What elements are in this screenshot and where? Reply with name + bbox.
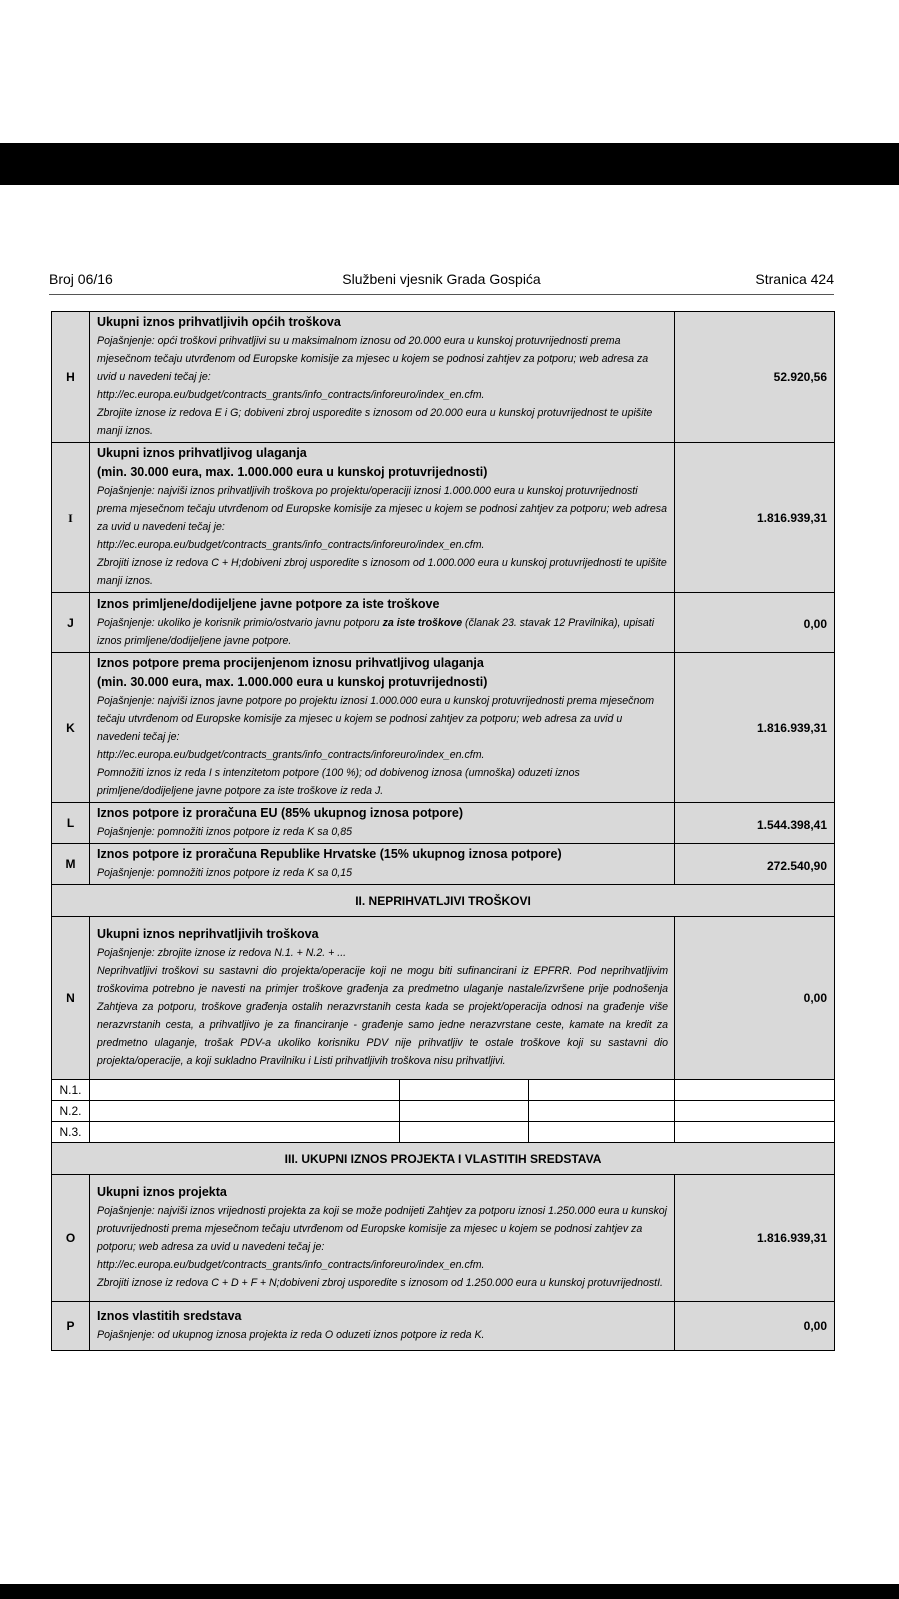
input-cell[interactable]	[529, 1080, 675, 1101]
row-k	[52, 653, 835, 803]
input-cell[interactable]	[675, 1101, 835, 1122]
row-code: O	[52, 1175, 90, 1302]
input-cell[interactable]	[400, 1101, 529, 1122]
row-title: Iznos potpore iz proračuna Republike Hrvatske (15% ukupnog iznosa potpore)	[97, 847, 562, 861]
row-title: Iznos vlastitih sredstava	[97, 1309, 242, 1323]
section-row	[52, 1143, 835, 1175]
row-value: 1.816.939,31	[675, 653, 835, 803]
page-number: Stranica 424	[755, 271, 834, 287]
row-note: Pojašnjenje: ukoliko je korisnik primio/ostvario javnu potporu za iste troškove (članak 23. stavak 12 Pravilnika), upisati iznos primljene/dodijeljene javne potpore.	[97, 616, 655, 647]
row-code: J	[52, 593, 90, 653]
row-note: Pojašnjenje: najviši iznos prihvatljivih troškova po projektu/operaciji iznosi 1.000.000 eura u kunskoj protuvrijednosti prema mjesečnom tečaju utvrđenom od Europske komisije za mjesec u kojem se podnosi zahtjev za potporu; web adresa za uvid u navedeni tečaj je:	[97, 485, 667, 533]
row-description	[90, 1175, 675, 1302]
row-note-link: http://ec.europa.eu/budget/contracts_grants/info_contracts/inforeuro/index_en.cfm.	[97, 749, 485, 761]
row-title: Ukupni iznos neprihvatljivih troškova	[97, 927, 319, 941]
input-cell[interactable]	[90, 1122, 400, 1143]
row-description	[90, 844, 675, 885]
row-code: N.2.	[52, 1101, 90, 1122]
publication-title: Službeni vjesnik Grada Gospića	[342, 271, 541, 287]
row-value: 0,00	[675, 1302, 835, 1351]
page-header	[49, 268, 834, 295]
row-note: Pojašnjenje: pomnožiti iznos potpore iz reda K sa 0,15	[97, 867, 352, 879]
top-black-bar	[0, 143, 899, 185]
input-cell[interactable]	[400, 1122, 529, 1143]
row-note: Pojašnjenje: od ukupnog iznosa projekta iz reda O oduzeti iznos potpore iz reda K.	[97, 1329, 485, 1341]
input-cell[interactable]	[400, 1080, 529, 1101]
row-code: H	[52, 312, 90, 443]
row-value: 272.540,90	[675, 844, 835, 885]
row-note: Pojašnjenje: pomnožiti iznos potpore iz reda K sa 0,85	[97, 826, 352, 838]
row-note: Pojašnjenje: opći troškovi prihvatljivi su u maksimalnom iznosu od 20.000 eura u kunskoj protuvrijednosti prema mjesečnom tečaju utvrđenom od Europske komisije za mjesec u kojem se podnosi zahtjev za potporu; web adresa za uvid u navedeni tečaj je:	[97, 335, 649, 383]
row-code: M	[52, 844, 90, 885]
row-description	[90, 803, 675, 844]
input-cell[interactable]	[529, 1101, 675, 1122]
row-i	[52, 443, 835, 593]
row-o	[52, 1175, 835, 1302]
row-title: Ukupni iznos prihvatljivih općih troškova	[97, 315, 341, 329]
row-note-link: http://ec.europa.eu/budget/contracts_grants/info_contracts/inforeuro/index_en.cfm.	[97, 389, 485, 401]
row-description	[90, 653, 675, 803]
section-heading: II. NEPRIHVATLJIVI TROŠKOVI	[52, 885, 835, 917]
row-code: I	[52, 443, 90, 593]
row-j	[52, 593, 835, 653]
row-code: N.1.	[52, 1080, 90, 1101]
row-h	[52, 312, 835, 443]
row-title: Ukupni iznos projekta	[97, 1185, 227, 1199]
input-cell[interactable]	[90, 1080, 400, 1101]
row-value: 0,00	[675, 917, 835, 1080]
input-cell[interactable]	[675, 1080, 835, 1101]
row-note-link: http://ec.europa.eu/budget/contracts_grants/info_contracts/inforeuro/index_en.cfm.	[97, 539, 485, 551]
row-m	[52, 844, 835, 885]
row-title: Iznos primljene/dodijeljene javne potpore za iste troškove	[97, 596, 440, 611]
row-value: 52.920,56	[675, 312, 835, 443]
row-code: P	[52, 1302, 90, 1351]
row-note: Pomnožiti iznos iz reda I s intenzitetom potpore (100 %); od dobivenog iznosa (umnoška) oduzeti iznos primljene/dodijeljene javne potpore za iste troškove iz reda J.	[97, 767, 580, 797]
row-code: N	[52, 917, 90, 1080]
table-row-n1	[52, 1080, 835, 1101]
row-description	[90, 593, 675, 653]
row-note: Pojašnjenje: najviši iznos vrijednosti projekta za koji se može podnijeti Zahtjev za potporu iznosi 1.250.000 eura u kunskoj protuvrijednosti prema mjesečnom tečaju utvrđenom od Europske komisije za mjesec u kojem se podnosi zahtjev za potporu; web adresa za uvid u navedeni tečaj je:	[97, 1205, 668, 1253]
emphasis-text: za iste troškove	[382, 616, 463, 629]
row-description	[90, 312, 675, 443]
row-subtitle: (min. 30.000 eura, max. 1.000.000 eura u kunskoj protuvrijednosti)	[97, 465, 488, 479]
row-description	[90, 917, 675, 1080]
row-p	[52, 1302, 835, 1351]
table-row-n3	[52, 1122, 835, 1143]
input-cell[interactable]	[529, 1122, 675, 1143]
issue-number: Broj 06/16	[49, 271, 113, 287]
row-description	[90, 443, 675, 593]
row-title: Iznos potpore prema procijenjenom iznosu prihvatljivog ulaganja	[97, 656, 484, 670]
row-note-link: http://ec.europa.eu/budget/contracts_grants/info_contracts/inforeuro/index_en.cfm.	[97, 1259, 485, 1271]
row-value: 0,00	[675, 593, 835, 653]
row-value: 1.816.939,31	[675, 1175, 835, 1302]
row-l	[52, 803, 835, 844]
input-cell[interactable]	[90, 1101, 400, 1122]
row-n	[52, 917, 835, 1080]
table-row-n2	[52, 1101, 835, 1122]
row-description	[90, 1302, 675, 1351]
bottom-black-bar	[0, 1584, 899, 1599]
row-code: L	[52, 803, 90, 844]
row-title: Iznos potpore iz proračuna EU (85% ukupnog iznosa potpore)	[97, 806, 463, 820]
row-value: 1.816.939,31	[675, 443, 835, 593]
input-cell[interactable]	[675, 1122, 835, 1143]
row-value: 1.544.398,41	[675, 803, 835, 844]
row-title: Ukupni iznos prihvatljivog ulaganja	[97, 446, 307, 460]
row-note: Pojašnjenje: zbrojite iznose iz redova N.1. + N.2. + ...	[97, 947, 347, 959]
cost-form-table	[51, 311, 835, 1351]
row-note: Zbrojiti iznose iz redova C + D + F + N;dobiveni zbroj usporedite s iznosom od 1.250.000 eura u kunskoj protuvrijednostI.	[97, 1277, 663, 1289]
row-note: Zbrojiti iznose iz redova C + H;dobiveni zbroj usporedite s iznosom od 1.000.000 eura u kunskoj protuvrijednosti te upišite manji iznos.	[97, 557, 667, 587]
row-code: K	[52, 653, 90, 803]
row-subtitle: (min. 30.000 eura, max. 1.000.000 eura u kunskoj protuvrijednosti)	[97, 675, 488, 689]
section-heading: III. UKUPNI IZNOS PROJEKTA I VLASTITIH SREDSTAVA	[52, 1143, 835, 1175]
row-note: Pojašnjenje: najviši iznos javne potpore po projektu iznosi 1.000.000 eura u kunskoj protuvrijednosti prema mjesečnom tečaju utvrđenom od Europske komisije za mjesec u kojem se podnosi zahtjev za potporu; web adresa za uvid u navedeni tečaj je:	[97, 695, 655, 743]
row-note: Zbrojite iznose iz redova E i G; dobiveni zbroj usporedite s iznosom od 20.000 eura u kunskoj protuvrijednost te upišite manji iznos.	[97, 407, 653, 437]
row-note: Neprihvatljivi troškovi su sastavni dio projekta/operacije koji ne mogu biti sufinancirani iz EPFRR. Pod neprihvatljivim troškovima potrebno je navesti na primjer troškove građenja za predmetno ulaganje nastale/izvršene prije podnošenja Zahtjeva za potporu, troškove građenja ostalih nerazvrstanih cesta kada se projekt/operacija odnosi na građenje više nerazvrstanih cesta, a prihvatljivo je za financiranje - građenje samo jedne nerazvrstane ceste, kamate na kredit za predmetno ulaganje, trošak PDV-a ukoliko korisniku PDV nije prihvatljiv te ostale troškove koji su sastavni dio projekta/operacije, a koji sukladno Pravilniku i Listi prihvatljivih troškova nisu prihvatljivi.	[97, 965, 669, 1067]
section-row	[52, 885, 835, 917]
row-code: N.3.	[52, 1122, 90, 1143]
